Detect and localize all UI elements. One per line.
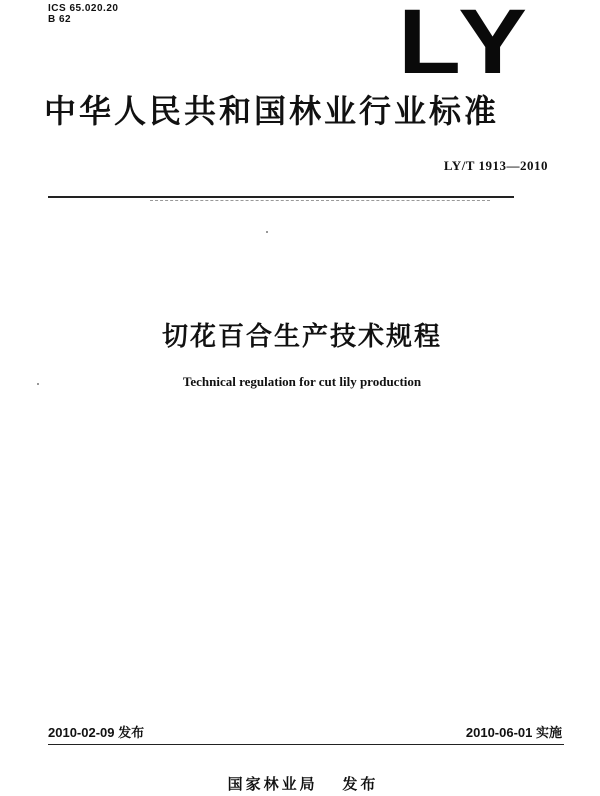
document-title-chinese: 切花百合生产技术规程: [161, 322, 442, 352]
publisher-line: 国家林业局 发布: [227, 775, 379, 793]
ics-code: ICS 65.020.20: [48, 3, 119, 14]
ly-logo: LY: [398, 0, 534, 93]
document-title-english: Technical regulation for cut lily production: [182, 374, 422, 389]
ccs-code: B 62: [48, 14, 72, 25]
footer-divider: [48, 744, 564, 745]
header-divider-shadow: [150, 200, 490, 201]
implementation-date: 2010-06-01 实施: [465, 725, 562, 740]
standard-number: LY/T 1913—2010: [443, 158, 548, 173]
issue-date: 2010-02-09 发布: [48, 725, 145, 740]
standard-type-heading: 中华人民共和国林业行业标准: [44, 92, 500, 130]
header-divider: [48, 196, 514, 198]
scan-speck: [266, 231, 268, 233]
